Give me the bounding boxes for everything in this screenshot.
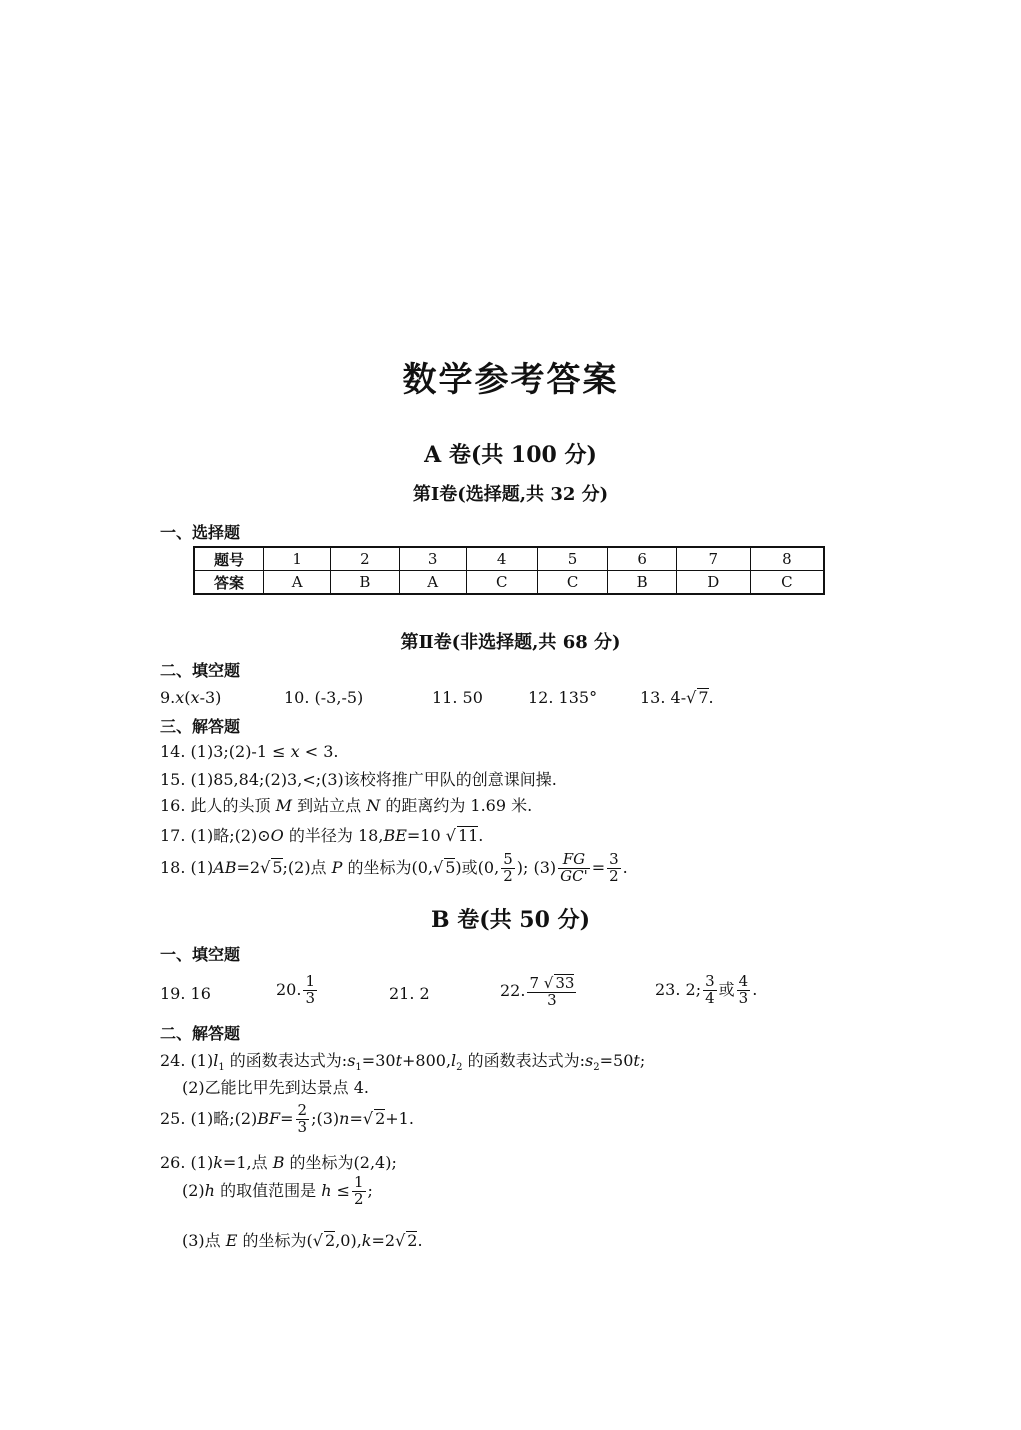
- fraction-denominator: 3: [547, 990, 557, 1009]
- math-var: B: [272, 1153, 285, 1172]
- answer-q21: 21. 2: [389, 984, 430, 1003]
- answer-q12: 12. 135°: [528, 688, 598, 707]
- radicand: 2: [325, 1231, 336, 1250]
- answer-q10: 10. (-3,-5): [284, 688, 364, 707]
- answer-q24-line2: (2)乙能比甲先到达景点 4.: [182, 1078, 370, 1097]
- answer-q13: [640, 688, 714, 707]
- section-choice-heading: 一、选择题: [160, 523, 241, 542]
- answer-q9: [160, 688, 221, 707]
- table-cell: C: [466, 571, 537, 595]
- sqrt-sign: √: [686, 688, 697, 707]
- table-cell: 2: [331, 547, 399, 571]
- answer-text: 26. (1): [160, 1153, 214, 1172]
- answer-text: 25. (1)略;(2): [160, 1108, 258, 1128]
- fraction-numerator: 2: [297, 1101, 308, 1119]
- section-fill-heading: 二、填空题: [160, 661, 241, 680]
- volume-a-heading: A 卷(共 100 分): [424, 442, 597, 468]
- math-var: t: [395, 1051, 402, 1070]
- fraction: [558, 852, 590, 885]
- answer-q17: [160, 823, 483, 846]
- answer-text: 的坐标为(2,4);: [289, 1153, 397, 1172]
- multiple-choice-answer-table: [193, 546, 825, 595]
- fraction: [527, 974, 576, 1009]
- page-title: 数学参考答案: [402, 360, 619, 400]
- math-var: P: [331, 857, 343, 877]
- subscript: 2: [593, 1062, 600, 1074]
- math-var: s: [585, 1051, 594, 1070]
- radicand: 2: [375, 1108, 386, 1128]
- fraction: [607, 852, 621, 885]
- answer-text: =30: [361, 1051, 396, 1070]
- answer-text: ;: [639, 1051, 646, 1070]
- radicand: 7: [698, 688, 709, 707]
- table-cell: D: [676, 571, 750, 595]
- answer-text: ≤: [336, 1180, 350, 1200]
- fraction-numerator: 5: [503, 850, 513, 868]
- answer-text: .: [752, 979, 758, 999]
- subscript: 1: [355, 1062, 362, 1074]
- table-cell: A: [399, 571, 466, 595]
- answer-text: 17. (1)略;(2)⊙: [160, 826, 271, 845]
- math-var: n: [339, 1108, 350, 1128]
- fraction-denominator: 4: [705, 988, 715, 1007]
- table-cell: A: [264, 571, 331, 595]
- subscript: 2: [456, 1062, 463, 1074]
- radicand: 2: [407, 1231, 418, 1250]
- answer-text: -3): [199, 688, 222, 707]
- math-var: AB: [213, 857, 237, 877]
- sqrt-sign: √: [445, 826, 456, 845]
- table-row-label: 答案: [194, 571, 264, 595]
- radicand: 11: [457, 826, 479, 845]
- answer-text: 7: [529, 974, 539, 992]
- fraction-denominator: 3: [738, 988, 749, 1007]
- answer-text: ;: [367, 1180, 373, 1200]
- fraction-denominator: 2: [609, 866, 619, 885]
- fraction: [501, 852, 515, 885]
- answer-q22: [500, 974, 578, 1009]
- answer-text: =10: [406, 826, 441, 845]
- answer-text: 22.: [500, 980, 526, 1000]
- answer-q24-line1: [160, 1048, 645, 1073]
- table-cell: 5: [537, 547, 608, 571]
- volume-b-heading: B 卷(共 50 分): [430, 907, 590, 933]
- fraction-numerator: [527, 974, 576, 993]
- table-cell: 4: [466, 547, 537, 571]
- table-cell: 6: [608, 547, 676, 571]
- table-cell: 7: [676, 547, 750, 571]
- fraction: [352, 1175, 366, 1208]
- math-var: h: [321, 1180, 332, 1200]
- answer-text: =2: [371, 1231, 396, 1250]
- answer-text: 的函数表达式为:: [467, 1051, 586, 1070]
- table-row-label: 题号: [194, 547, 264, 571]
- math-var: N: [366, 796, 381, 815]
- fraction-numerator: FG: [558, 852, 590, 869]
- sqrt-sign: √: [260, 857, 271, 877]
- fraction: [703, 974, 717, 1007]
- math-var: k: [361, 1231, 372, 1250]
- sqrt-sign: √: [395, 1231, 406, 1250]
- answer-text: 20.: [276, 979, 302, 999]
- answer-text: < 3.: [304, 742, 339, 761]
- fraction-numerator: 1: [305, 972, 315, 990]
- answer-text: 的取值范围是: [220, 1180, 317, 1200]
- math-var: h: [204, 1180, 215, 1200]
- fraction-numerator: 3: [609, 850, 619, 868]
- answer-q15: 15. (1)85,84;(2)3,<;(3)该校将推广甲队的创意课间操.: [160, 770, 557, 789]
- answer-text: 的坐标为(: [242, 1231, 313, 1250]
- table-cell: B: [331, 571, 399, 595]
- table-cell: C: [750, 571, 824, 595]
- math-var: O: [270, 826, 284, 845]
- section-b-solve-heading: 二、解答题: [160, 1024, 241, 1043]
- fraction: [737, 974, 751, 1007]
- answer-q25: [160, 1103, 414, 1136]
- answer-text: +800,: [402, 1051, 452, 1070]
- section-solve-heading: 三、解答题: [160, 717, 241, 736]
- fraction-denominator: 2: [354, 1189, 364, 1208]
- table-cell: C: [537, 571, 608, 595]
- answer-text: ,0),: [335, 1231, 362, 1250]
- answer-q26-line2: [182, 1175, 373, 1208]
- answer-text: (3)点: [182, 1231, 221, 1250]
- part-2-heading: 第Ⅱ卷(非选择题,共 68 分): [400, 632, 621, 653]
- answer-q11: 11. 50: [432, 688, 483, 707]
- answer-text: 16. 此人的头顶: [160, 796, 271, 815]
- fraction-numerator: 1: [354, 1173, 364, 1191]
- math-var: k: [213, 1153, 223, 1172]
- table-cell: 3: [399, 547, 466, 571]
- answer-text: 9.: [160, 688, 176, 707]
- answer-text: =: [349, 1108, 363, 1128]
- radicand: 5: [272, 857, 283, 877]
- answer-q20: [276, 974, 319, 1007]
- answer-text: 18. (1): [160, 857, 214, 877]
- answer-text: ;(2)点: [282, 857, 327, 877]
- fraction-denominator: 3: [297, 1117, 308, 1136]
- part-1-heading: 第Ⅰ卷(选择题,共 32 分): [412, 484, 609, 505]
- answer-q26-line1: [160, 1150, 397, 1173]
- math-var: l: [213, 1051, 219, 1070]
- radicand: 5: [445, 857, 456, 877]
- math-var: E: [225, 1231, 238, 1250]
- answer-text: =1,点: [222, 1153, 268, 1172]
- answer-text: =: [280, 1108, 294, 1128]
- answer-text: 的半径为 18,: [288, 826, 384, 845]
- math-var: x: [190, 688, 200, 707]
- table-cell: 8: [750, 547, 824, 571]
- fraction-numerator: 4: [738, 972, 749, 990]
- table-row: [194, 547, 824, 571]
- section-b-fill-heading: 一、填空题: [160, 945, 241, 964]
- answer-text: 13. 4-: [640, 688, 687, 707]
- subscript: 1: [218, 1062, 225, 1074]
- answer-text: 24. (1): [160, 1051, 214, 1070]
- sqrt-sign: √: [362, 1108, 374, 1128]
- sqrt-sign: √: [312, 1231, 323, 1250]
- answer-text: ); (3): [516, 857, 557, 877]
- answer-q14: [160, 742, 339, 761]
- answer-q26-line3: [182, 1228, 423, 1251]
- answer-text: 的函数表达式为:: [229, 1051, 348, 1070]
- sqrt-sign: √: [433, 857, 444, 877]
- answer-text: 的坐标为(0,: [347, 857, 434, 877]
- math-var: s: [347, 1051, 356, 1070]
- answer-q23: [655, 974, 757, 1007]
- answer-text: +1.: [385, 1108, 414, 1128]
- answer-text: 到站立点: [297, 796, 362, 815]
- math-var: x: [175, 688, 185, 707]
- answer-text: =: [591, 857, 606, 877]
- fraction-denominator: GC': [560, 866, 588, 885]
- fraction: [296, 1103, 310, 1136]
- answer-text: 的距离约为 1.69 米.: [385, 796, 533, 815]
- fraction-numerator: 3: [705, 972, 715, 990]
- answer-text: (: [184, 688, 191, 707]
- answer-text: .: [478, 826, 484, 845]
- table-row: [194, 571, 824, 595]
- answer-text: .: [622, 857, 628, 877]
- answer-text: 14. (1)3;(2)-1 ≤: [160, 742, 286, 761]
- answer-q16: [160, 793, 532, 816]
- fraction-denominator: 2: [503, 866, 513, 885]
- fraction-denominator: 3: [305, 988, 315, 1007]
- math-var: l: [451, 1051, 457, 1070]
- math-var: M: [275, 796, 293, 815]
- answer-text: (2): [182, 1180, 205, 1200]
- fraction: [303, 974, 317, 1007]
- answer-q18: [160, 852, 628, 885]
- answer-text: )或(0,: [455, 857, 500, 877]
- radicand: 33: [555, 974, 575, 992]
- table-cell: B: [608, 571, 676, 595]
- answer-text: .: [708, 688, 714, 707]
- answer-q19: 19. 16: [160, 984, 211, 1003]
- math-var: BE: [383, 826, 407, 845]
- answer-text: =50: [599, 1051, 634, 1070]
- math-var: BF: [257, 1108, 281, 1128]
- math-var: x: [290, 742, 300, 761]
- answer-text: .: [417, 1231, 423, 1250]
- sqrt-sign: √: [543, 974, 554, 992]
- answer-text: =2: [236, 857, 261, 877]
- answer-text: 23. 2;: [655, 979, 702, 999]
- answer-text: 或: [718, 979, 735, 999]
- table-cell: 1: [264, 547, 331, 571]
- answer-text: ;(3): [311, 1108, 340, 1128]
- math-var: t: [633, 1051, 640, 1070]
